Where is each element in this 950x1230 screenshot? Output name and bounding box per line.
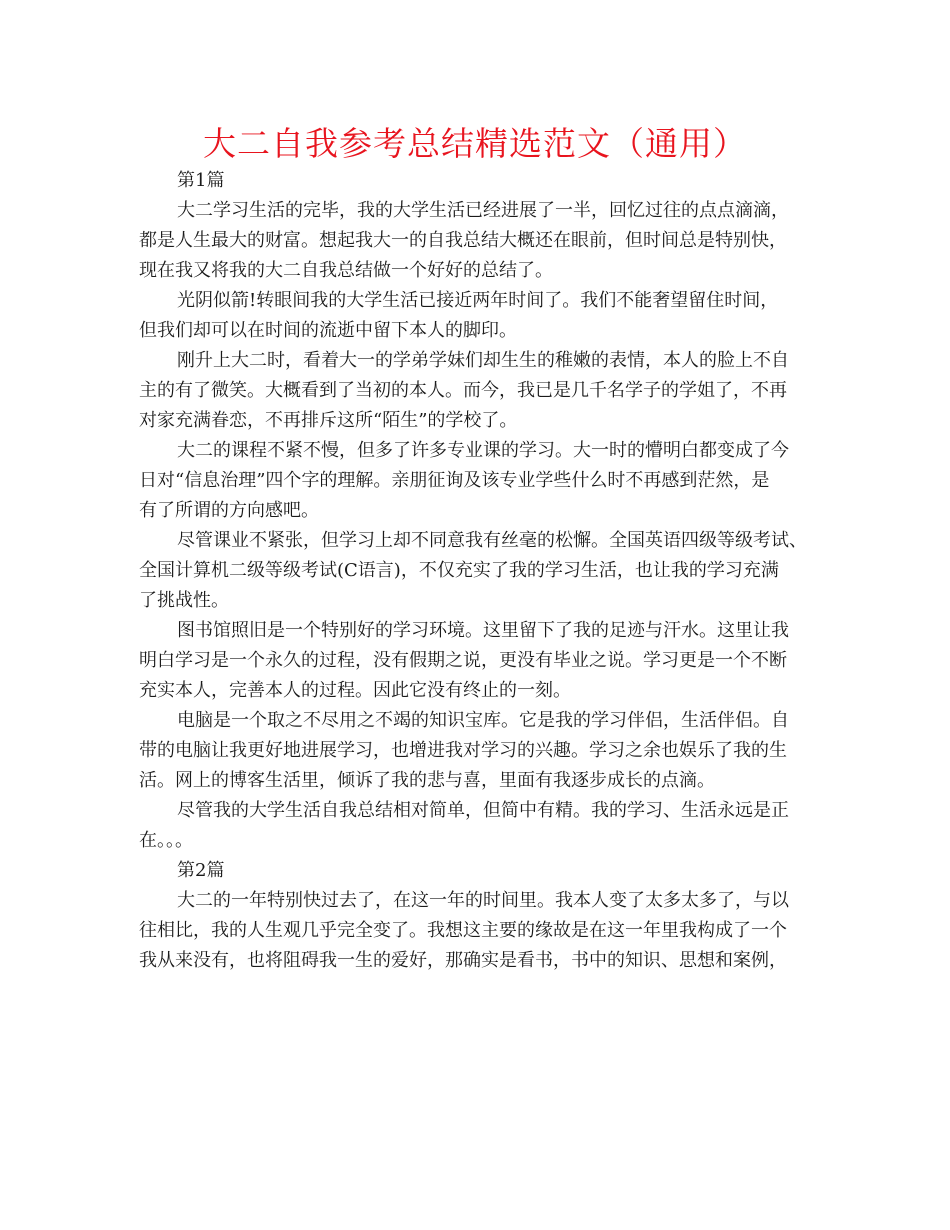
paragraph-line: 都是人生最大的财富。想起我大一的自我总结大概还在眼前，但时间总是特别快， [139, 230, 787, 251]
paragraph-line: 活。网上的博客生活里，倾诉了我的悲与喜，里面有我逐步成长的点滴。 [139, 770, 715, 791]
paragraph-line: 我从来没有，也将阻碍我一生的爱好，那确实是看书，书中的知识、思想和案例， [139, 950, 787, 971]
paragraph-line: 在。。。 [139, 830, 193, 851]
paragraph-line: 尽管我的大学生活自我总结相对简单，但简中有精。我的学习、生活永远是正 [177, 800, 789, 821]
paragraph-line: 大二学习生活的完毕，我的大学生活已经进展了一半，回忆过往的点点滴滴， [177, 200, 789, 221]
paragraph-line: 但我们却可以在时间的流逝中留下本人的脚印。 [139, 320, 517, 341]
paragraph-line: 电脑是一个取之不尽用之不竭的知识宝库。它是我的学习伴侣，生活伴侣。自 [177, 710, 789, 731]
paragraph-line: 刚升上大二时，看着大一的学弟学妹们却生生的稚嫩的表情，本人的脸上不自 [177, 350, 789, 371]
paragraph-line: 全国计算机二级等级考试(C语言)，不仅充实了我的学习生活，也让我的学习充满 [139, 560, 779, 581]
paragraph-line: 现在我又将我的大二自我总结做一个好好的总结了。 [139, 260, 553, 281]
paragraph-line: 尽管课业不紧张，但学习上却不同意我有丝毫的松懈。全国英语四级等级考试、 [177, 530, 807, 551]
paragraph-line: 了挑战性。 [139, 590, 229, 611]
paragraph-line: 主的有了微笑。大概看到了当初的本人。而今，我已是几千名学子的学姐了，不再 [139, 380, 787, 401]
document-body [139, 166, 815, 976]
section-heading: 第1篇 [177, 170, 225, 191]
paragraph-line: 明白学习是一个永久的过程，没有假期之说，更没有毕业之说。学习更是一个不断 [139, 650, 787, 671]
document-title: 大二自我参考总结精选范文（通用） [203, 124, 747, 163]
paragraph-line: 图书馆照旧是一个特别好的学习环境。这里留下了我的足迹与汗水。这里让我 [177, 620, 789, 641]
paragraph-line: 大二的一年特别快过去了，在这一年的时间里。我本人变了太多太多了，与以 [177, 890, 789, 911]
paragraph-line: 有了所谓的方向感吧。 [139, 500, 319, 521]
section-heading: 第2篇 [177, 860, 225, 881]
paragraph-line: 大二的课程不紧不慢，但多了许多专业课的学习。大一时的懵明白都变成了今 [177, 440, 789, 461]
paragraph-line: 往相比，我的人生观几乎完全变了。我想这主要的缘故是在这一年里我构成了一个 [139, 920, 787, 941]
paragraph-line: 充实本人，完善本人的过程。因此它没有终止的一刻。 [139, 680, 571, 701]
paragraph-line: 对家充满眷恋，不再排斥这所“陌生”的学校了。 [139, 410, 518, 431]
paragraph-line: 带的电脑让我更好地进展学习，也增进我对学习的兴趣。学习之余也娱乐了我的生 [139, 740, 787, 761]
paragraph-line: 光阴似箭!转眼间我的大学生活已接近两年时间了。我们不能奢望留住时间， [177, 290, 779, 311]
paragraph-line: 日对“信息治理”四个字的理解。亲朋征询及该专业学些什么时不再感到茫然，是 [139, 470, 770, 491]
